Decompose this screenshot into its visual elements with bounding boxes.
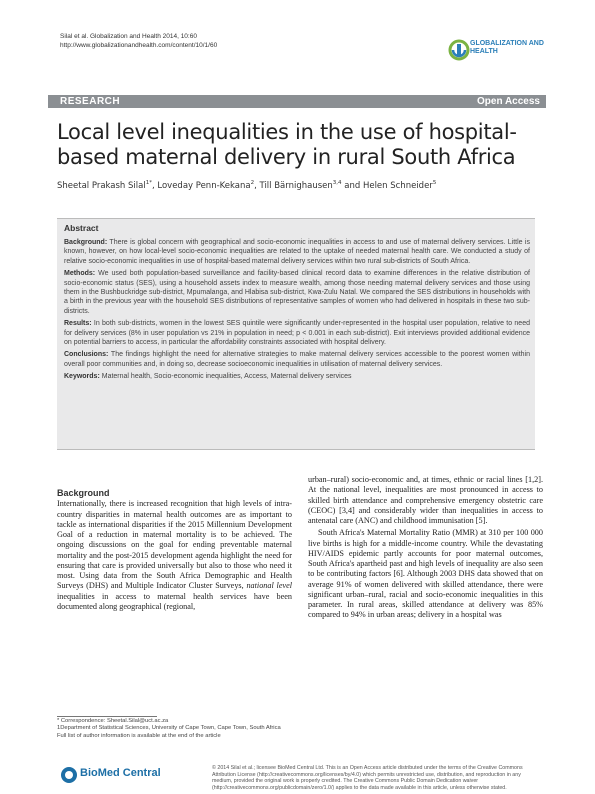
body-paragraph: urban–rural) socio-economic and, at times, ethnic or racial lines [1,2]. At the national level, inequalities are most pronounced in access to skilled birth attendance and comprehensive emergency obstetric care (CEOC) [3,4] and considerably wider than inequalities in access to antenatal care (ANC) and childhood immunisation [5]. [308,475,543,525]
correspondence-note: * Correspondence: Sheetal.Silal@uct.ac.za [57,718,169,724]
abstract-body [64,238,530,385]
body-paragraph [57,499,292,612]
article-url[interactable]: http://www.globalizationandhealth.com/content/10/1/60 [60,42,218,49]
abstract-conclusions-text: The findings highlight the need for alternative strategies to make maternal delivery services accessible to the poorest women within overall poor communities and, in doing so, decrease socioeconomic inequalities in utilisation of maternal delivery services. [64,351,530,368]
article-type-band [48,95,546,108]
body-paragraph: South Africa's Maternal Mortality Ratio (MMR) at 310 per 100 000 live births is high for a middle-income country. While the devastating HIV/AIDS epidemic partly accounts for poor maternal outcomes, South Africa's apartheid past and high levels of inequality are also seen to be contributing factors [6]. Although 2003 DHS data showed that on average 91% of women delivered with skilled attendance, there were significant urban–rural, racial and socio-economic inequalities in this parameter. In rural areas, skilled attendance at delivery was 85% compared to 94% in urban areas; delivery in a hospital was [308,528,543,620]
abstract-background-label: Background: [64,239,108,246]
abstract-conclusions-label: Conclusions: [64,351,109,359]
footnote-divider [57,716,157,717]
affiliation-note: 1Department of Statistical Sciences, University of Cape Town, Cape Town, South Africa [57,725,281,732]
abstract-keywords [64,372,530,381]
body-text: inequalities in access to maternal health services have been documented along geographical (regional, [57,591,292,611]
body-column-left [57,488,292,614]
abstract-background-text: There is global concern with geographical and socio-economic inequalities in access to and use of maternal delivery services. Little is known, however, on how local-level socio-economic inequalities are related to the uptake of needed maternal health care. We conducted a study of relative socio-economic inequalities in use of hospital-based maternal delivery services within two rural sub-districts of South Africa. [64,239,530,265]
open-access-label: Open Access [477,96,540,107]
abstract-results-label: Results: [64,320,92,328]
abstract-results [64,319,530,347]
abstract-methods [64,269,530,316]
footnotes [57,718,292,740]
section-heading-background: Background [57,488,110,498]
article-title: Local level inequalities in the use of hospital-based maternal delivery in rural South Africa [57,120,517,169]
abstract-background [64,238,530,266]
body-column-right [308,475,543,623]
keywords-label: Keywords: [64,373,100,381]
abstract-methods-text: We used both population-based surveillance and facility-based clinical record data to examine differences in the relative distribution of socio-economic status (SES), using a household assets index to measure wealth, among those needing maternal delivery services and those using them in the Bushbuckridge sub-district, Mpumalanga, and Hlabisa sub-district, Kwa-Zulu Natal. We compared the SES distributions in households with a birth in the previous year with the household SES distributions of representative samples of women who had delivered in hospitals in these two sub-districts. [64,270,530,315]
journal-logo-text: GLOBALIZATION AND HEALTH [470,40,544,55]
abstract-box [57,218,535,450]
keywords-text: Maternal health, Socio-economic inequalities, Access, Maternal delivery services [99,373,352,381]
author-info-note: Full list of author information is available at the end of the article [57,732,221,739]
article-type-label: RESEARCH [60,96,121,107]
abstract-conclusions [64,350,530,369]
copyright-notice: © 2014 Silal et al.; licensee BioMed Central Ltd. This is an Open Access article distributed under the terms of the Creative Commons Attribution License (http://creativecommons.org/licenses/by/4.0) which permits unrestricted use, distribution, and reproduction in any medium, provided the original work is properly credited. The Creative Commons Public Domain Dedication waiver (http://creativecommons.org/publicdomain/zero/1.0/) applies to the data made available in this article, unless otherwise stated. [212,765,523,791]
citation-header [60,32,217,50]
author-list: Sheetal Prakash Silal$^{1*}$, Loveday Penn-Kekana$^2$, Till Bärnighausen$^{3,4}$ and Helen Schneider$^5$ [57,180,437,191]
citation-line: Silal et al. Globalization and Health 2014, 10:60 [60,33,197,40]
abstract-results-text: In both sub-districts, women in the lowest SES quintile were significantly under-represented in the hospital user population, relative to need for delivery services (8% in user population vs 21% in population in need; p < 0.001 in each sub-district). Exit interviews provided additional evidence on potential barriers to access, in particular the affordability constraints associated with hospital delivery. [64,320,530,347]
abstract-heading: Abstract [64,223,99,233]
body-text: Internationally, there is increased recognition that high levels of intra-country disparities in maternal health outcomes are as important to tackle as international disparities if the 2015 Millennium Development Goal of a reduction in maternal mortality is to be achieved. The ongoing discussions on the goal for ending preventable maternal mortality and the post-2015 development agenda highlight the need for ensuring that care is provided universally but also to those who need it most. Using data from the South Africa Demographic and Health Surveys (DHS) and Multiple Indicator Cluster Surveys, [57,499,292,591]
body-emphasis: national level [246,581,292,591]
biomed-central-logo-text: BioMed Central [80,767,161,779]
abstract-methods-label: Methods: [64,270,96,278]
